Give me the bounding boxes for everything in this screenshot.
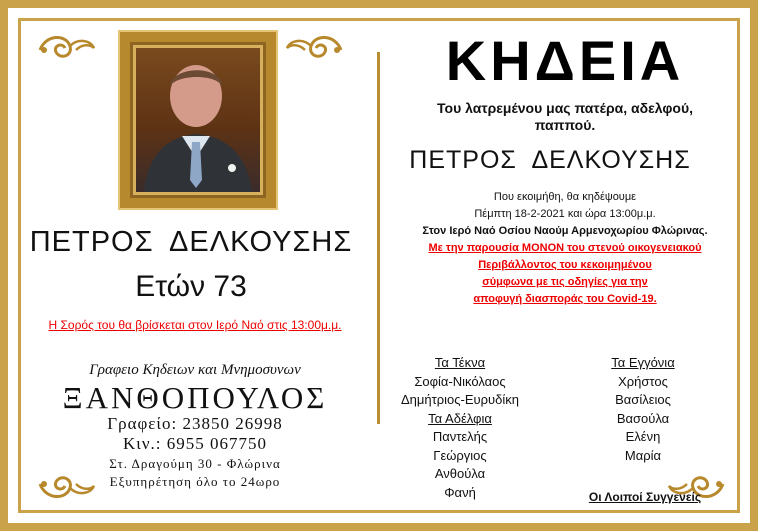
intro-line: Του λατρεμένου μας πατέρα, αδελφού, [437, 100, 693, 116]
list-item: Φανή [444, 484, 476, 500]
ornament-scroll-icon [283, 30, 345, 64]
funeral-office-name: ΞΑΝΘΟΠΟΥΛΟΣ [62, 380, 328, 415]
man-portrait-icon [136, 48, 260, 192]
list-item: Δημήτριος-Ευρυδίκη [400, 392, 519, 407]
details-date: Πέμπτη 18-2-2021 και ώρα 13:00μ.μ. [474, 208, 656, 220]
intro-line: παππού. [534, 117, 596, 133]
covid-note-line: Με την παρουσία ΜΟΝΟΝ του στενού οικογενειακού [428, 242, 702, 254]
details-line: Που εκοιμήθη, θα κηδέψουμε [493, 191, 637, 203]
covid-note-line: αποφυγή διασποράς του Covid-19. [473, 293, 657, 305]
covid-note-line: σύμφωνα με τις οδηγίες για την [482, 276, 648, 288]
covid-note-line: Περιβάλλοντος του κεκοιμημένου [478, 259, 652, 271]
siblings-header: Τα Αδέλφια [428, 410, 492, 426]
office-phone: Γραφείο: 23850 26998 [107, 414, 283, 433]
list-item: Σοφία-Νικόλαος [414, 373, 506, 389]
deceased-name: ΠΕΤΡΟΣ ΔΕΛΚΟΥΣΗΣ [29, 226, 353, 258]
list-item: Ανθούλα [434, 466, 486, 481]
list-item: Χρήστος [618, 373, 668, 389]
portrait-photo [136, 48, 260, 192]
details-church: Στον Ιερό Ναό Οσίου Ναούμ Αρμενοχωρίου Φλώρινας. [422, 225, 708, 237]
list-item: Μαρία [624, 447, 662, 463]
family-column-left [385, 354, 535, 502]
children-header: Τα Τέκνα [434, 355, 486, 370]
page-title: ΚΗΔΕΙΑ [445, 29, 685, 92]
list-item: Βασίλειος [615, 392, 671, 407]
deceased-name-right: ΠΕΤΡΟΣ ΔΕΛΚΟΥΣΗΣ [409, 146, 691, 174]
intro-text [395, 100, 735, 134]
list-item: Βασούλα [616, 410, 670, 426]
grandchildren-header: Τα Εγγόνια [611, 355, 675, 370]
coffin-location-note: Η Σορός του θα βρίσκεται στον Ιερό Ναό στις 13:00μ.μ. [48, 318, 342, 332]
portrait-frame [120, 32, 276, 208]
family-column-right [568, 354, 718, 465]
funeral-office-title: Γραφειο Κηδειων και Μνημοσυνων [89, 362, 301, 378]
office-address: Στ. Δραγούμη 30 - Φλώρινα [109, 456, 281, 471]
age-text: Ετών 73 [135, 270, 247, 303]
list-item: Παντελής [432, 429, 488, 444]
office-mobile: Κιν.: 6955 067750 [122, 434, 267, 453]
list-item: Γεώργιος [433, 447, 487, 463]
vertical-divider [377, 52, 380, 424]
ornament-scroll-icon [36, 30, 98, 64]
office-service-hours: Εξυπηρέτηση όλο το 24ωρο [109, 474, 281, 489]
list-item: Ελένη [625, 429, 661, 444]
other-relatives: Οι Λοιποί Συγγενείς [588, 490, 702, 504]
